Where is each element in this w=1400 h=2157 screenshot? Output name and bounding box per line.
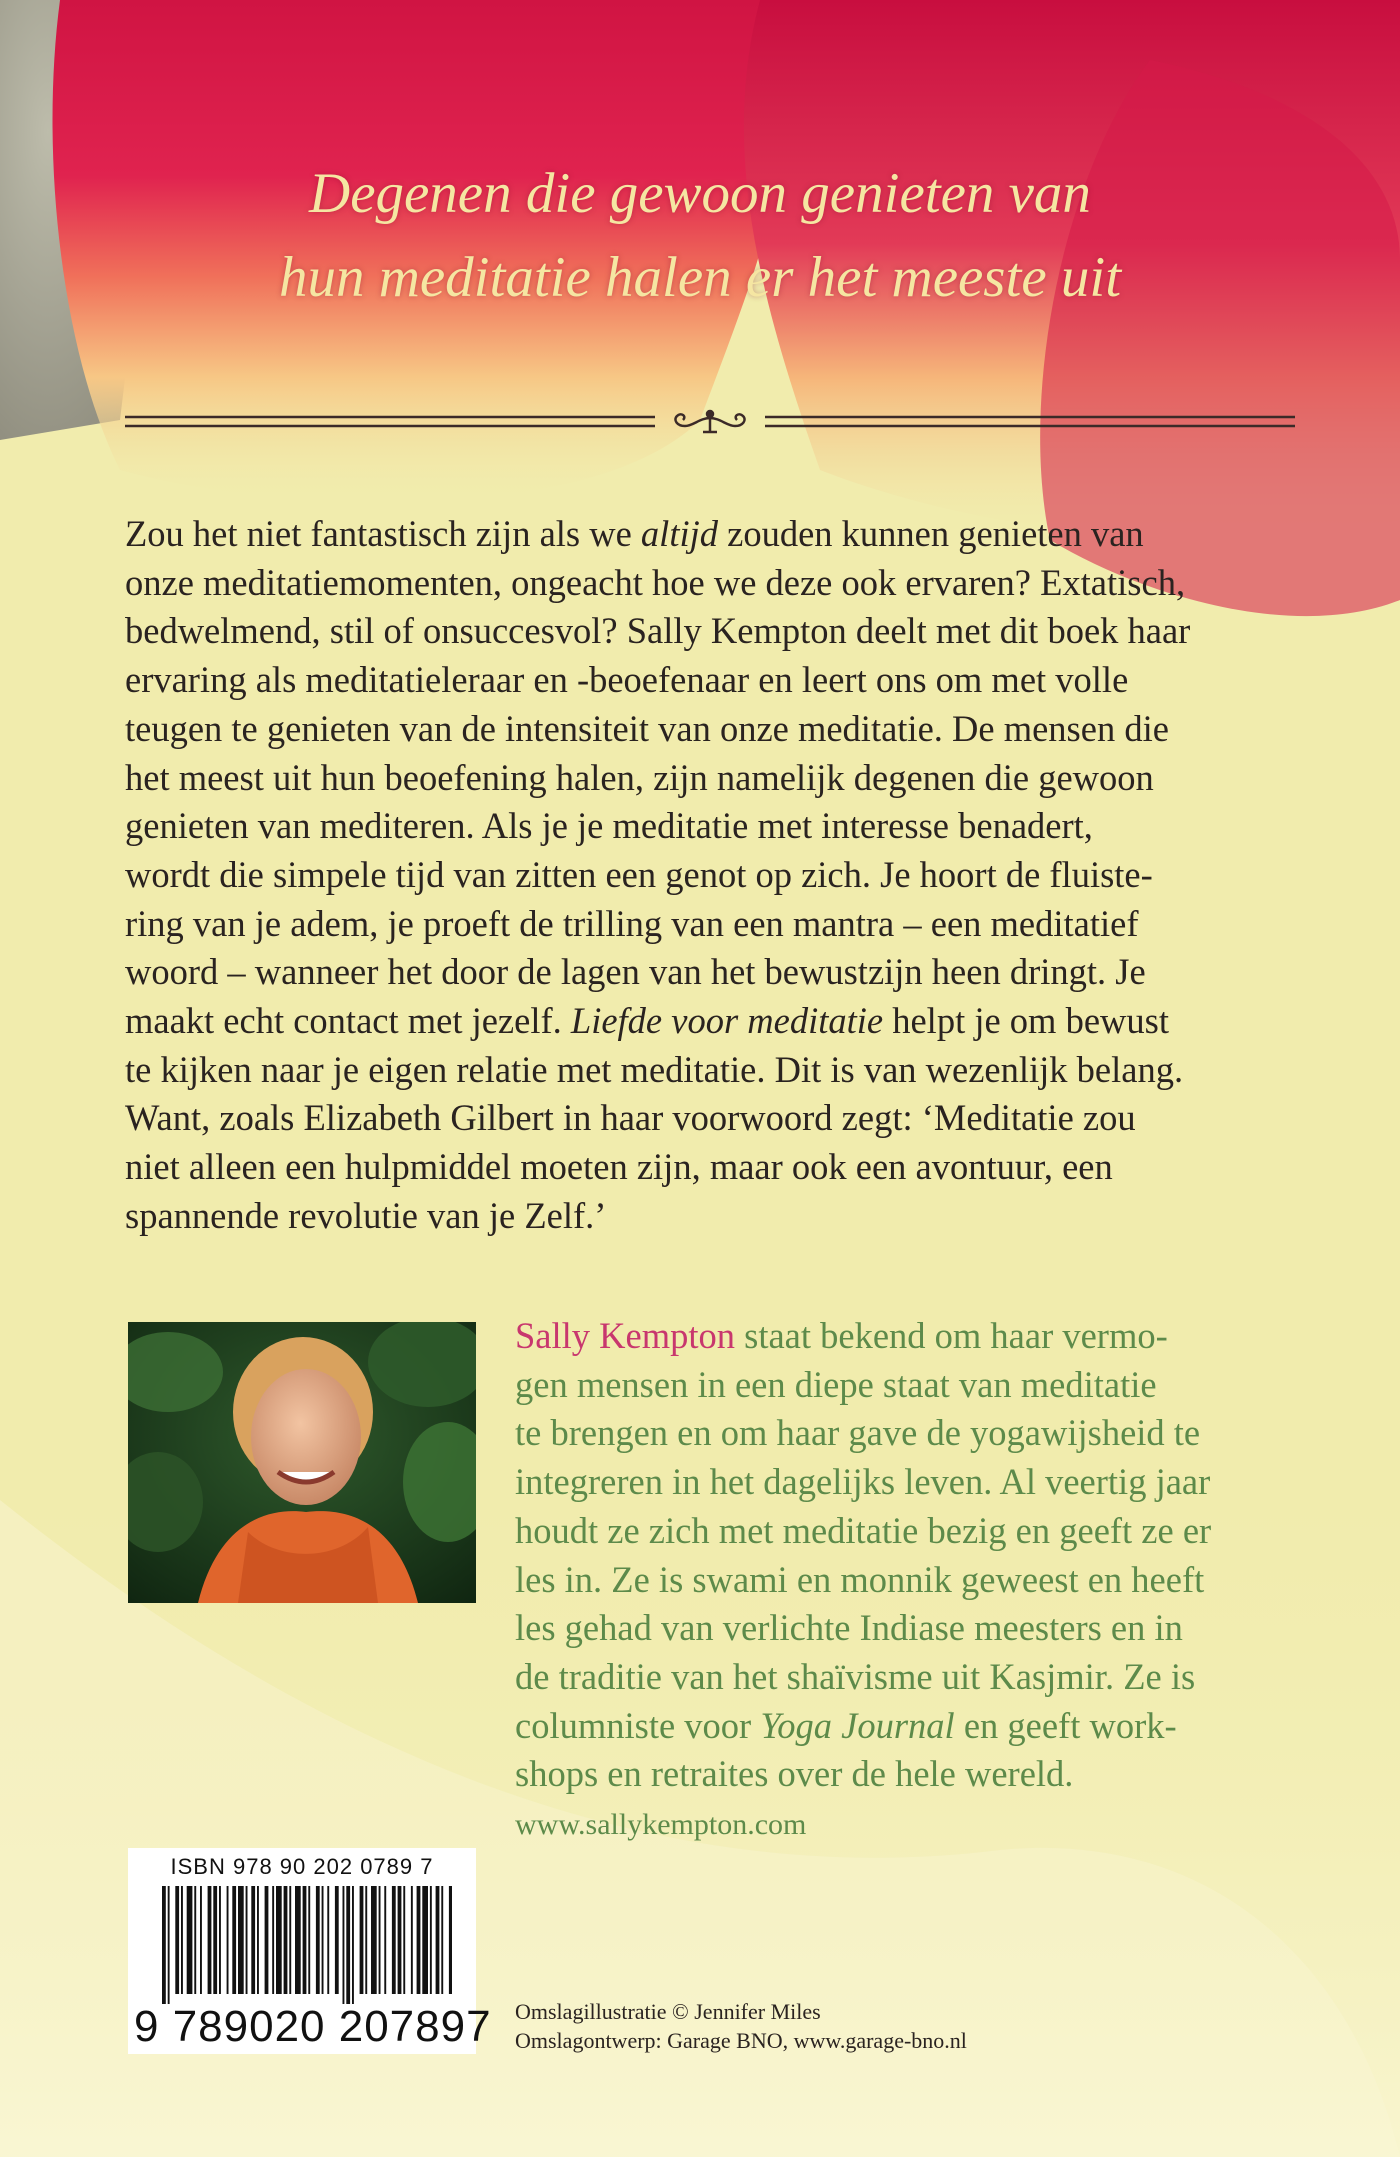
description-line: Want, zoals Elizabeth Gilbert in haar voorwoord zegt: ‘Meditatie zou — [125, 1097, 1136, 1139]
barcode-digits: 9 789020 207897 — [134, 2002, 492, 2051]
text-run: en geeft work- — [954, 1704, 1177, 1746]
barcode-bar — [430, 1886, 432, 1994]
barcode-bar — [352, 1886, 354, 2004]
bio-line: shops en retraites over de hele wereld. — [515, 1753, 1074, 1795]
barcode-bar — [316, 1886, 320, 1994]
emphasis-altijd: altijd — [640, 513, 718, 554]
flourish-icon — [675, 411, 744, 432]
author-portrait-image — [128, 1322, 476, 1603]
description-line: niet alleen een hulpmiddel moeten zijn, maar ook een avontuur, een — [125, 1146, 1113, 1188]
barcode-bar — [208, 1886, 212, 1994]
tagline-line-2: hun meditatie halen er het meeste uit — [278, 246, 1122, 309]
description-line: woord – wanneer het door de lagen van het bewustzijn heen dringt. Je — [125, 951, 1146, 993]
barcode-bar — [322, 1886, 324, 1994]
illustration-credit: Omslagillustratie © Jennifer Miles — [515, 1999, 821, 2024]
barcode-bar — [200, 1886, 202, 1994]
description-line: genieten van mediteren. Als je je meditatie met interesse benadert, — [125, 805, 1093, 847]
text-run: helpt je om bewust — [883, 1000, 1169, 1042]
bio-line: te brengen en om haar gave de yogawijsheid te — [515, 1412, 1201, 1454]
description-line: ervaring als meditatieleraar en -beoefenaar en leert ons om met volle — [125, 659, 1129, 701]
bio-line: les in. Ze is swami en monnik geweest en heeft — [515, 1558, 1205, 1600]
description-line: teugen te genieten van de intensiteit van onze meditatie. De mensen die — [125, 707, 1169, 749]
bio-line: integreren in het dagelijks leven. Al veertig jaar — [515, 1461, 1211, 1503]
description-line: het meest uit hun beoefening halen, zijn namelijk degenen die gewoon — [125, 756, 1154, 798]
design-credit: Omslagontwerp: Garage BNO, www.garage-bno.nl — [515, 2028, 967, 2053]
barcode-bar — [181, 1886, 183, 1994]
barcode-bar — [365, 1886, 367, 1994]
author-name: Sally Kempton — [515, 1315, 735, 1356]
description-line — [125, 510, 1285, 559]
bio-line: gen mensen in een diepe staat van meditatie — [515, 1363, 1157, 1405]
barcode-bar — [422, 1886, 428, 1994]
barcode-bar — [384, 1886, 386, 1994]
text-run: Zou het niet fantastisch zijn als we — [125, 513, 641, 554]
barcode-bar — [232, 1886, 236, 1994]
bio-line: houdt ze zich met meditatie bezig en geeft ze er — [515, 1509, 1212, 1551]
book-description — [125, 510, 1285, 1241]
barcode-bar — [346, 1886, 350, 2004]
barcode-bar — [360, 1886, 364, 1994]
barcode-bar — [449, 1886, 452, 1994]
barcode-bar — [194, 1886, 196, 1994]
bio-line: les gehad van verlichte Indiase meesters en in — [515, 1607, 1183, 1649]
book-title-emphasis: Liefde voor meditatie — [570, 1000, 884, 1042]
author-photo — [128, 1322, 476, 1603]
isbn-barcode — [128, 1848, 492, 2054]
barcode-bar — [213, 1886, 217, 1994]
text-run: zouden kunnen genieten van — [718, 513, 1144, 554]
barcode-bar — [246, 1886, 248, 1994]
ornamental-divider — [125, 402, 1295, 442]
barcode-bar — [219, 1886, 221, 1994]
description-line: onze meditatiemomenten, ongeacht hoe we deze ook ervaren? Extatisch, — [125, 561, 1186, 603]
barcode-bar — [289, 1886, 291, 1994]
bio-line: de traditie van het shaïvisme uit Kasjmir. Ze is — [515, 1655, 1196, 1697]
isbn-label: ISBN 978 90 202 0789 7 — [170, 1854, 434, 1879]
barcode-bar — [392, 1886, 396, 1994]
barcode-bar — [284, 1886, 288, 1994]
magazine-title-emphasis: Yoga Journal — [760, 1704, 955, 1746]
description-line: ring van je adem, je proeft de trilling van een mantra – een meditatief — [125, 902, 1139, 944]
author-website-link[interactable]: www.sallykempton.com — [515, 1808, 807, 1842]
text-run: maakt echt contact met jezelf. — [125, 1000, 571, 1042]
description-line: spannende revolutie van je Zelf.’ — [125, 1194, 607, 1236]
barcode-bar — [398, 1886, 402, 1994]
barcode-bar — [295, 1886, 301, 1994]
barcode-bar — [411, 1886, 413, 1994]
cover-credits — [515, 1997, 1315, 2055]
barcode-bar — [238, 1886, 244, 1994]
barcode-bar — [272, 1886, 274, 1994]
barcode-bar — [436, 1886, 440, 1994]
barcode-bar — [303, 1886, 307, 1994]
barcode-bar — [168, 1886, 170, 2004]
barcode-bar — [327, 1886, 329, 1994]
barcode-bar — [379, 1886, 381, 1994]
bio-line — [515, 1312, 1295, 1361]
author-bio — [515, 1312, 1295, 1847]
barcode-bar — [343, 1886, 345, 2004]
barcode-bar — [403, 1886, 405, 1994]
barcode-bar — [175, 1886, 179, 1994]
barcode-bar — [162, 1886, 166, 2004]
barcode-bar — [265, 1886, 269, 1994]
tagline — [150, 152, 1250, 320]
description-line: bedwelmend, stil of onsuccesvol? Sally Kempton deelt met dit boek haar — [125, 610, 1191, 652]
barcode-bar — [441, 1886, 443, 1994]
barcode-bar — [417, 1886, 421, 1994]
tagline-line-1: Degenen die gewoon genieten van — [309, 162, 1091, 225]
barcode-bar — [335, 1886, 339, 1994]
description-line: te kijken naar je eigen relatie met meditatie. Dit is van wezenlijk belang. — [125, 1048, 1184, 1090]
barcode-bar — [251, 1886, 255, 1994]
barcode-icon — [162, 1886, 452, 2004]
text-run: columniste voor — [515, 1704, 761, 1746]
barcode-bar — [257, 1886, 259, 1994]
bio-line — [515, 1702, 1295, 1751]
description-line: wordt die simpele tijd van zitten een genot op zich. Je hoort de fluiste- — [125, 853, 1153, 895]
barcode-bar — [227, 1886, 229, 1994]
barcode-bar — [371, 1886, 377, 1994]
barcode-bar — [187, 1886, 193, 1994]
barcode-bar — [276, 1886, 282, 1994]
barcode-bar — [308, 1886, 310, 1994]
text-run: staat bekend om haar vermo- — [735, 1315, 1168, 1356]
description-line — [125, 997, 1285, 1046]
